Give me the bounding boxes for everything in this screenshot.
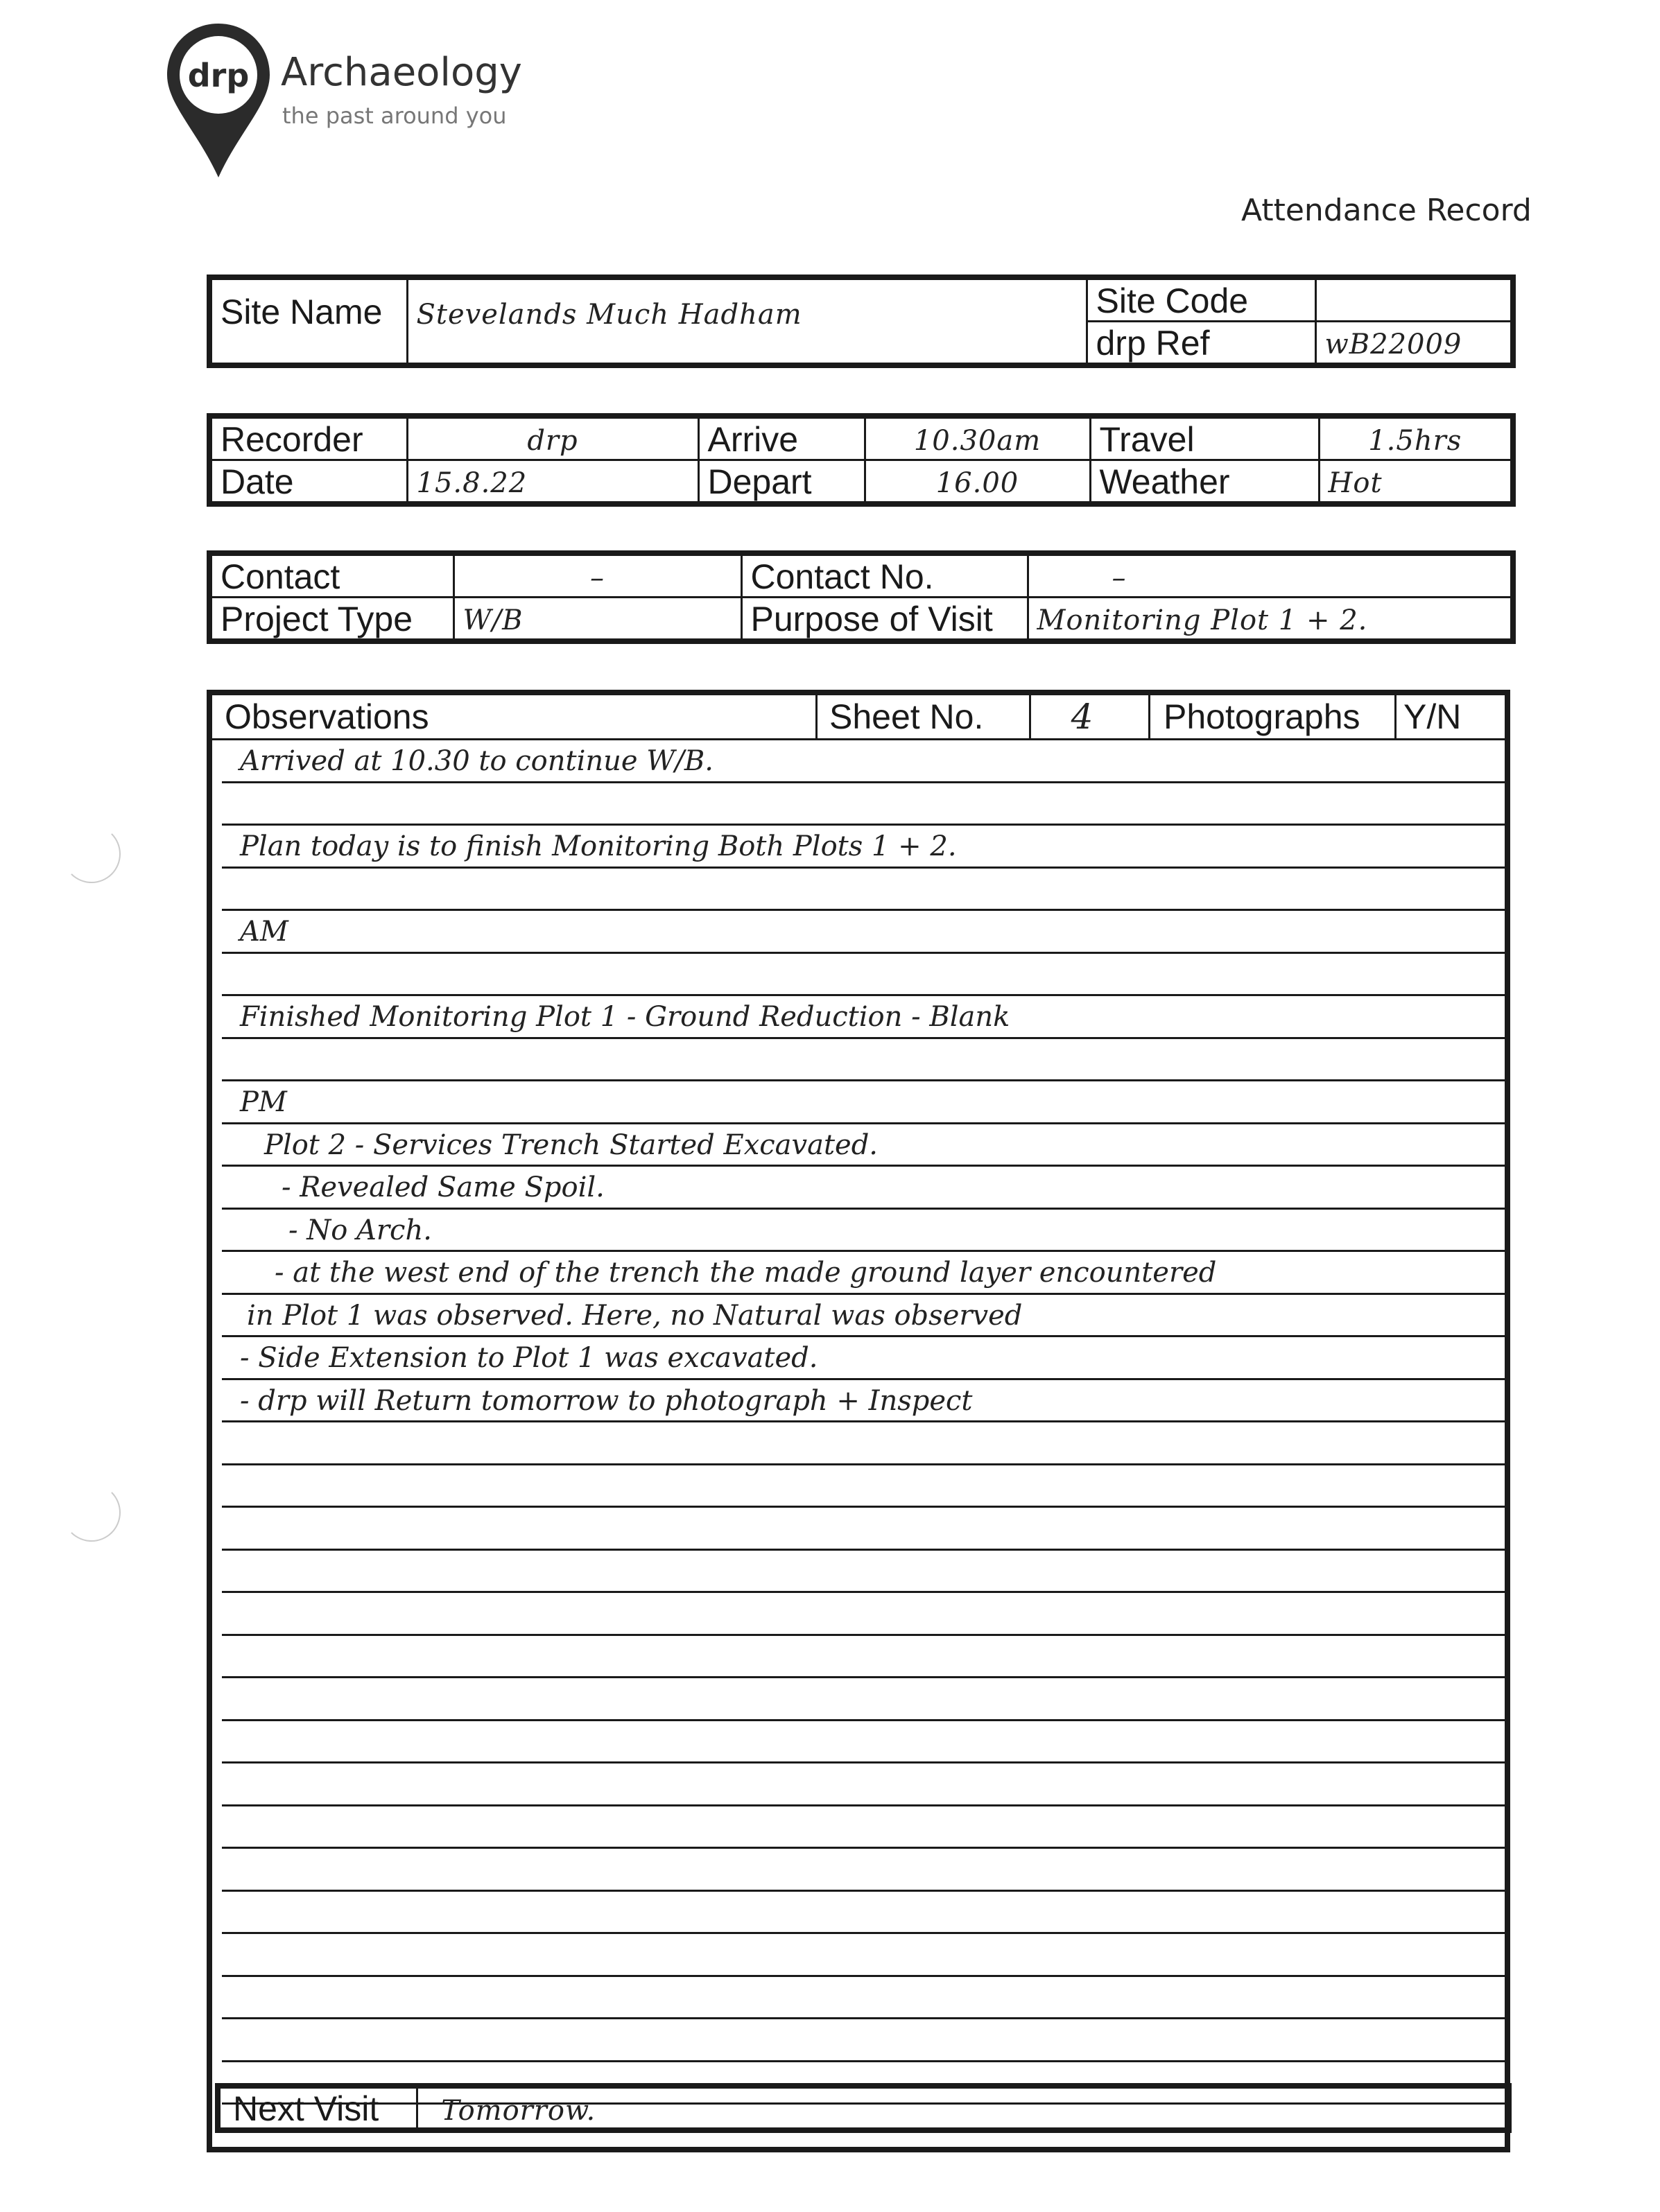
punch-hole [62, 1483, 121, 1542]
next-visit-row [215, 2083, 1512, 2133]
observations-box [207, 690, 1510, 2152]
observation-line: - No Arch. [288, 1214, 432, 1246]
site-box [207, 275, 1516, 368]
ruled-line [222, 1761, 1505, 1763]
ruled-line [222, 1847, 1505, 1849]
observation-line: Arrived at 10.30 to continue W/B. [240, 745, 714, 777]
ruled-line [222, 1250, 1505, 1252]
drp-ref-label: drp Ref [1096, 324, 1210, 363]
weather-label: Weather [1099, 462, 1230, 501]
drp-ref-value: wB22009 [1324, 329, 1462, 360]
observations-header [212, 695, 1505, 740]
ruled-line [222, 1506, 1505, 1508]
ruled-line [222, 2017, 1505, 2019]
photographs-value: Y/N [1403, 697, 1462, 736]
project-type-value: W/B [462, 604, 524, 636]
observation-line: Plan today is to finish Monitoring Both Plots 1 + 2. [240, 830, 957, 862]
observation-line: - Side Extension to Plot 1 was excavated. [240, 1342, 818, 1374]
ruled-line [222, 1208, 1505, 1210]
next-visit-value: Tomorrow. [441, 2095, 596, 2127]
arrive-value: 10.30am [913, 425, 1041, 457]
ruled-line [222, 866, 1505, 869]
observation-line: PM [240, 1086, 287, 1118]
logo-tagline: the past around you [282, 103, 507, 129]
weather-value: Hot [1328, 467, 1383, 499]
recorder-label: Recorder [221, 420, 363, 459]
purpose-label: Purpose of Visit [750, 600, 993, 638]
ruled-line [222, 1804, 1505, 1806]
site-name-label: Site Name [221, 293, 383, 331]
sheet-no-label: Sheet No. [829, 697, 984, 736]
observation-line: - Revealed Same Spoil. [282, 1172, 605, 1203]
purpose-value: Monitoring Plot 1 + 2. [1037, 604, 1368, 636]
ruled-line [222, 1122, 1505, 1124]
ruled-line [222, 952, 1505, 954]
ruled-line [222, 1165, 1505, 1167]
ruled-line [222, 2060, 1505, 2062]
ruled-line [222, 1890, 1505, 1892]
ruled-line [222, 1676, 1505, 1678]
depart-value: 16.00 [935, 467, 1019, 499]
ruled-line [222, 1719, 1505, 1721]
travel-label: Travel [1099, 420, 1195, 459]
travel-value: 1.5hrs [1368, 425, 1462, 457]
arrive-label: Arrive [707, 420, 799, 459]
ruled-line [222, 1037, 1505, 1039]
ruled-line [222, 909, 1505, 911]
ruled-line [222, 1975, 1505, 1977]
observation-line: Finished Monitoring Plot 1 - Ground Reduction - Blank [240, 1001, 1010, 1033]
ruled-line [222, 1463, 1505, 1465]
visit-box [207, 413, 1516, 507]
contact-label: Contact [221, 557, 340, 596]
photographs-label: Photographs [1164, 697, 1360, 736]
observations-label: Observations [225, 697, 429, 736]
ruled-line [222, 781, 1505, 783]
ruled-line [222, 1932, 1505, 1934]
observation-line: - at the west end of the trench the made ground layer encountered [275, 1257, 1217, 1289]
site-name-value: Stevelands Much Hadham [416, 299, 802, 331]
contact-value: – [590, 562, 605, 594]
ruled-line [222, 1591, 1505, 1593]
project-type-label: Project Type [221, 600, 413, 638]
recorder-value: drp [527, 425, 578, 457]
logo-title: Archaeology [281, 50, 522, 95]
logo-mark: drp [187, 57, 250, 94]
punch-hole [62, 825, 121, 883]
observation-line: AM [240, 916, 288, 948]
contact-no-value: – [1112, 562, 1127, 594]
site-code-label: Site Code [1096, 281, 1249, 320]
ruled-line [222, 994, 1505, 996]
ruled-line [222, 824, 1505, 826]
drp-logo-pin-icon [163, 21, 274, 180]
observation-line: - drp will Return tomorrow to photograph + Inspect [240, 1384, 973, 1417]
contact-box [207, 550, 1516, 644]
sheet-no-value: 4 [1071, 697, 1094, 737]
next-visit-label: Next Visit [233, 2089, 379, 2128]
date-label: Date [221, 462, 294, 501]
ruled-line [222, 1079, 1505, 1081]
observation-line: in Plot 1 was observed. Here, no Natural was observed [247, 1299, 1023, 1332]
observation-line: Plot 2 - Services Trench Started Excavated. [264, 1129, 879, 1161]
ruled-line [222, 1420, 1505, 1422]
ruled-line [222, 1549, 1505, 1551]
ruled-line [222, 1293, 1505, 1295]
ruled-line [222, 1634, 1505, 1636]
form-title: Attendance Record [1241, 193, 1532, 228]
date-value: 15.8.22 [416, 467, 528, 499]
depart-label: Depart [707, 462, 812, 501]
ruled-line [222, 1335, 1505, 1337]
contact-no-label: Contact No. [750, 557, 934, 596]
ruled-line [222, 1378, 1505, 1380]
